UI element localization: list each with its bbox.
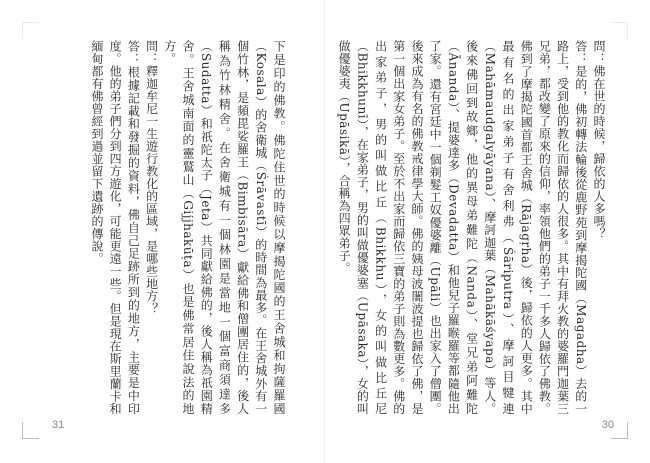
corner-ornament <box>611 22 628 39</box>
answer-paragraph: 答：根據記載和發掘的資料，佛自己足跡所到的地方，主要是中印度。他的弟子們分到四方遊化，可能更遠一些。但是現在斯里蘭卡和緬甸都有佛曾經到過並留下遺跡的傳說。 <box>89 40 141 415</box>
left-page-text <box>30 40 288 415</box>
page-number: 30 <box>601 419 614 431</box>
paragraph: 下是印的佛教。佛陀住世的時候以摩揭陀國的王舍城和拘薩羅國（Kosala）的舍衛城（Śrāvastī）的時間為最多。在王舍城外有一個竹林，是頻毘娑羅王（Bimbisāra）獻給佛和僧團居住的，後人稱為竹林精舍。在舍衛城有一個林園是當地一個富商須達多（Sudatta）和祇陀太子（Jeta）共同獻給佛的，後人稱為祇園精舍。王舍城南面的靈鷲山（Gijjhakūṭa）也是佛常居住說法的地方。 <box>162 40 286 415</box>
page-number: 31 <box>52 419 65 431</box>
right-page-text <box>337 40 608 415</box>
corner-ornament <box>22 422 39 439</box>
corner-ornament <box>22 22 39 39</box>
answer-paragraph: 答：是的，佛初轉法輪後從鹿野苑到摩揭陀國（Magadha）去的一路上，受到他的教化而歸依的人很多。其中有拜火教的婆羅門迦葉三兄弟，都改變了原來的信仰，率領他們的弟子一千多人歸依了佛教。佛到了摩揭陀國首都王舍城（Rājagṛha）後，歸依的人更多。其中最有名的出家弟子有舍利弗（Śāriputra）、摩訶目犍連（Mahāmaudgalyāyana）、摩訶迦葉（Mahākāśyapa）等人。後來佛回到故鄉，他的異母弟難陀（Nanda）、堂兄弟阿難陀（Ānanda）、提婆達多（Devadatta）和他兒子羅睺羅等都隨他出了家。還有宮廷中一個剃髮工奴優婆離（Upāli）也出家入了僧團。後來成為有名的佛教戒律學大師。佛的姨母波闍波提也歸依了佛，是第一個出家女弟子。至於不出家而歸依三寶的弟子則為數更多。佛的出家弟子，男的叫做比丘（Bhikkhu），女的叫做比丘尼（Bhikkhunī），在家弟子，男的叫做優婆塞（Upāsaka），女的叫做優婆夷（Upāsikā），合稱為四眾弟子。 <box>337 40 588 415</box>
question-paragraph: 問：佛在世的時候，歸依的人多嗎？ <box>592 40 606 240</box>
question-paragraph: 問：釋迦牟尼一生遊行教化的區域，是哪些地方？ <box>144 40 159 315</box>
right-page <box>325 0 650 463</box>
